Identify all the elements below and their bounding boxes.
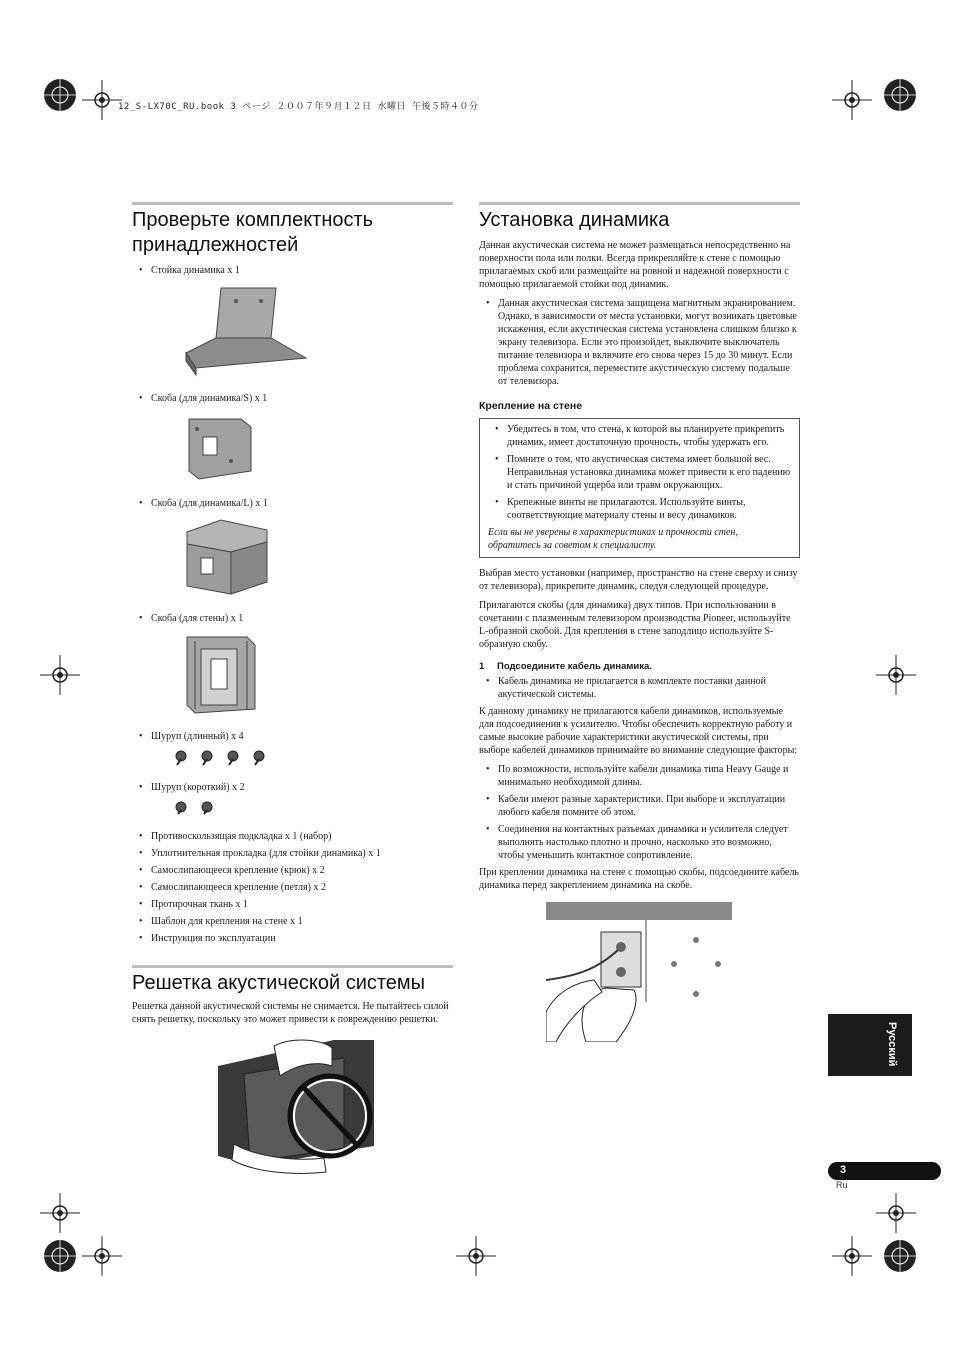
- list-item: • Убедитесь в том, что стена, к которой вы планируете прикрепить динамик, имеет достаточную прочность, чтобы удержать его.: [488, 423, 791, 449]
- list-item: • Инструкция по эксплуатации: [132, 932, 453, 945]
- crop-mark-target-icon: [880, 75, 920, 115]
- caution-note: Если вы не уверены в характеристиках и прочности стен, обратитесь за советом к специалисту.: [488, 527, 738, 551]
- list-item: • Кабели имеют разные характеристики. При выборе и эксплуатации любого кабеля помните об этом.: [479, 793, 800, 819]
- short-screw-illustration: [171, 798, 453, 822]
- grille-removal-prohibited-illustration: [214, 1036, 453, 1181]
- list-item: • Самослипающееся крепление (петля) x 2: [132, 881, 453, 894]
- list-item: • Помните о том, что акустическая система имеет большой вес. Неправильная установка динамика может привести к его падению и стать причиной ущерба или травм окружающих.: [488, 453, 791, 492]
- list-item: • Шаблон для крепления на стене x 1: [132, 915, 453, 928]
- accessories-heading: Проверьте комплектность принадлежностей: [132, 209, 374, 256]
- list-item: • Шуруп (длинный) x 4: [132, 730, 453, 773]
- list-item: • Скоба (для динамика/S) x 1: [132, 392, 453, 487]
- list-item: • Скоба (для динамика/L) x 1: [132, 497, 453, 602]
- section-rule: [132, 965, 453, 968]
- language-code: Ru: [836, 1180, 848, 1190]
- shield-bullet-list: [479, 297, 800, 388]
- crosshair-mark-icon: [832, 1236, 872, 1276]
- list-item: • Уплотнительная прокладка (для стойки динамика) x 1: [132, 847, 453, 860]
- speaker-stand-illustration: [181, 283, 453, 382]
- accessories-list: [132, 264, 453, 945]
- step-bullet-list: [479, 675, 800, 701]
- crosshair-mark-icon: [832, 80, 872, 120]
- language-tab: [828, 1014, 912, 1076]
- list-item: • Данная акустическая система защищена магнитным экранированием. Однако, в зависимости от места установки, могут возникать цветовые искажения, если акустическая система установлена слишком близко к экрану телевизора. Если это произойдет, выключите выключатель питание телевизора и включите его снова через 15 до 30 минут. Если проблема сохранится, переместите акустическую систему подальше от телевизора.: [479, 297, 800, 388]
- crop-mark-target-icon: [40, 75, 80, 115]
- caution-list: [488, 423, 791, 522]
- paragraph: К данному динамику не прилагаются кабели динамиков, используемые для подсоединения к усилителю. Чтобы обеспечить корректную работу и самые высокие рабочие характеристики акустической системы, при выборе кабелей динамиков принимайте во внимание следующие факторы:: [479, 706, 798, 756]
- page-number: 3: [840, 1164, 847, 1176]
- running-head: 12_S-LX70C_RU.book 3 ページ ２００７年９月１２日 水曜日 午後５時４０分: [118, 102, 479, 112]
- list-item: • Крепежные винты не прилагаются. Используйте винты, соответствующие материалу стены и весу динамиков.: [488, 496, 791, 522]
- bracket-l-illustration: [181, 516, 453, 602]
- section-rule: [479, 202, 800, 205]
- grille-heading: Решетка акустической системы: [132, 972, 426, 994]
- paragraph: Выбрав место установки (например, пространство на стене сверху и снизу от телевизора), прикрепите динамик, следуя следующей процедуре.: [479, 568, 798, 592]
- list-item: • Соединения на контактных разъемах динамика и усилителя следует выполнять настолько плотно и прочно, насколько это возможно, чтобы уменьшить контактное сопротивление.: [479, 823, 800, 862]
- list-item: • Протирочная ткань x 1: [132, 898, 453, 911]
- left-column: [132, 202, 453, 1181]
- intro-paragraph: Данная акустическая система не может размещаться непосредственно на поверхности пола или полки. Всегда прикрепляйте к стене с помощью прилагаемых скоб или размещайте на ровной и надежной поверхности с помощью прилагаемой стойки под динамик.: [479, 240, 791, 290]
- crosshair-mark-icon: [40, 1193, 80, 1233]
- list-item: • По возможности, используйте кабели динамика типа Heavy Gauge и минимально необходимой длины.: [479, 763, 800, 789]
- crosshair-mark-icon: [82, 1236, 122, 1276]
- list-item: • Противоскользящая подкладка x 1 (набор): [132, 830, 453, 843]
- crop-mark-target-icon: [880, 1236, 920, 1276]
- crosshair-mark-icon: [82, 80, 122, 120]
- installation-heading: Установка динамика: [479, 209, 670, 231]
- step-text: Подсоедините кабель динамика.: [497, 661, 652, 672]
- list-item: • Кабель динамика не прилагается в комплекте поставки данной акустической системы.: [479, 675, 800, 701]
- language-label: Русский: [886, 1021, 898, 1067]
- crosshair-mark-icon: [876, 655, 916, 695]
- right-column: [479, 202, 800, 1047]
- wall-bracket-illustration: [181, 631, 453, 720]
- caution-box: [479, 418, 800, 558]
- grille-paragraph: Решетка данной акустической системы не снимается. Не пытайтесь силой снять решетку, поскольку это может привести к повреждению решетки.: [132, 1001, 449, 1025]
- wall-mount-subheading: Крепление на стене: [479, 400, 583, 412]
- section-rule: [132, 202, 453, 205]
- list-item: • Стойка динамика x 1: [132, 264, 453, 382]
- cable-factors-list: [479, 763, 800, 862]
- long-screw-illustration: [171, 747, 453, 773]
- list-item: • Скоба (для стены) x 1: [132, 612, 453, 720]
- page-number-badge: [828, 1162, 941, 1180]
- list-item: • Самослипающееся крепление (крюк) x 2: [132, 864, 453, 877]
- paragraph: При креплении динамика на стене с помощью скобы, подсоедините кабель динамика перед закреплением динамика на скобе.: [479, 867, 799, 891]
- crosshair-mark-icon: [40, 655, 80, 695]
- step-1-heading: [479, 661, 800, 672]
- step-number: 1: [479, 661, 485, 672]
- paragraph: Прилагаются скобы (для динамика) двух типов. При использовании в сочетании с плазменным телевизором производства Pioneer, используйте L-образной скобой. Для крепления в стене заподлицо используйте S-образную скобу.: [479, 600, 791, 650]
- cable-connection-illustration: [546, 902, 800, 1047]
- list-item: • Шуруп (короткий) x 2: [132, 781, 453, 822]
- crosshair-mark-icon: [876, 1193, 916, 1233]
- crosshair-mark-icon: [456, 1236, 496, 1276]
- bracket-s-illustration: [181, 411, 453, 487]
- crop-mark-target-icon: [40, 1236, 80, 1276]
